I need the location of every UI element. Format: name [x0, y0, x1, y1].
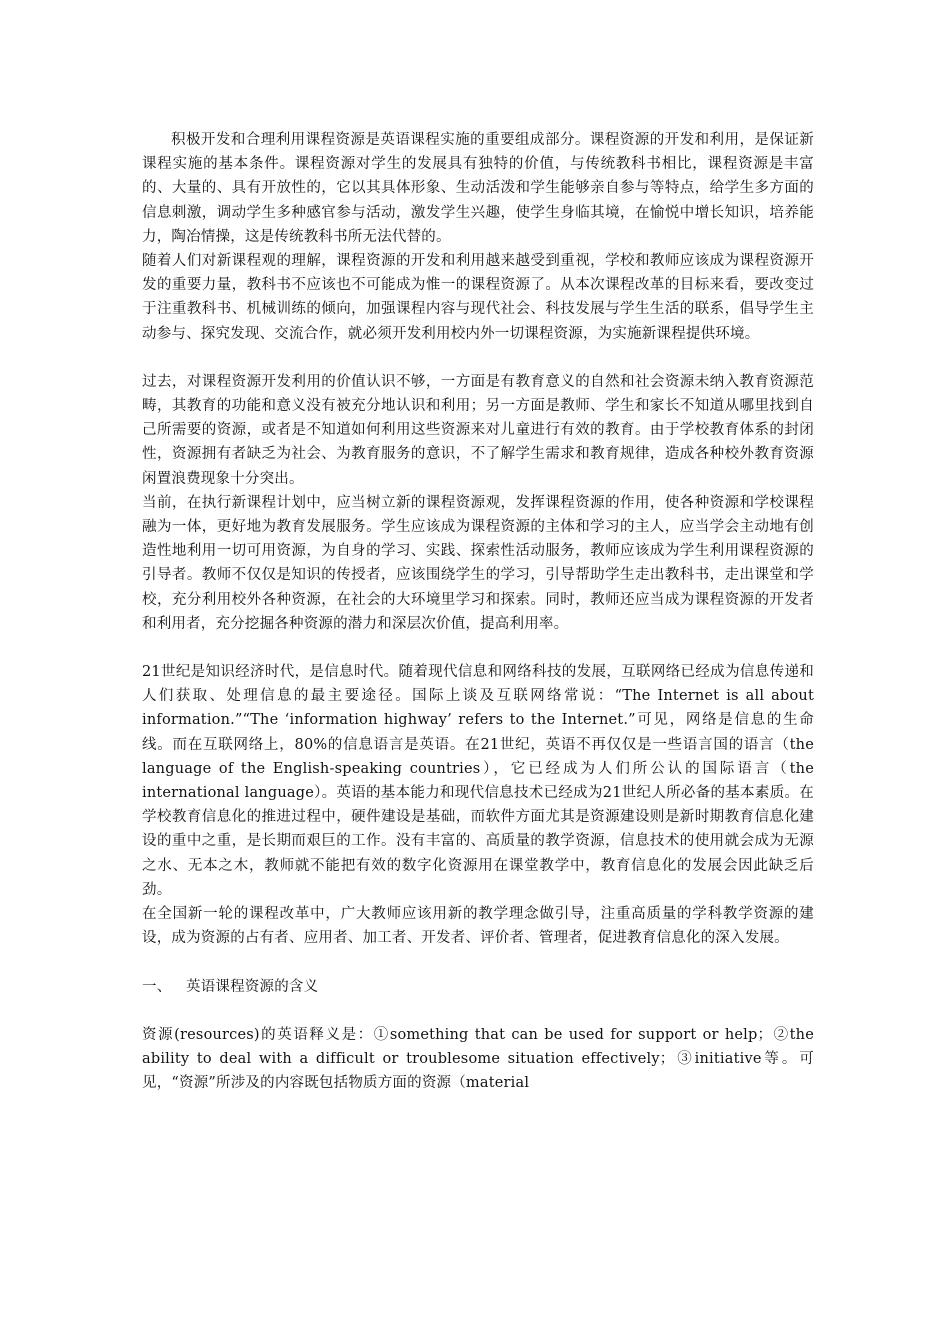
paragraph: 21世纪是知识经济时代，是信息时代。随着现代信息和网络科技的发展，互联网络已经成为信息传递和人们获取、处理信息的最主要途径。国际上谈及互联网络常说：“The Internet is all about information.”“The ‘information highway’ refers to the Internet.”可见，网络是信息的生命线。而在互联网络上，80%的信息语言是英语。在21世纪，英语不再仅仅是一些语言国的语言（the language of the English-speaking countries），它已经成为人们所公认的国际语言（the international language）。英语的基本能力和现代信息技术已经成为21世纪人所必备的基本素质。在学校教育信息化的推进过程中，硬件建设是基础，而软件方面尤其是资源建设则是新时期教育信息化建设的重中之重，是长期而艰巨的工作。没有丰富的、高质量的教学资源，信息技术的使用就会成为无源之水、无本之木，教师就不能把有效的数字化资源用在课堂教学中，教育信息化的发展会因此缺乏后劲。 [142, 664, 814, 898]
section-heading [142, 975, 814, 999]
paragraph: 积极开发和合理利用课程资源是英语课程实施的重要组成部分。课程资源的开发和利用，是保证新课程实施的基本条件。课程资源对学生的发展具有独特的价值，与传统教科书相比，课程资源是丰富的、大量的、具有开放性的，它以其具体形象、生动活泼和学生能够亲自参与等特点，给学生多方面的信息刺激，调动学生多种感官参与活动，激发学生兴趣，使学生身临其境，在愉悦中增长知识，培养能力，陶冶情操，这是传统教科书所无法代替的。 [142, 132, 814, 245]
paragraph: 过去，对课程资源开发利用的价值认识不够，一方面是有教育意义的自然和社会资源未纳入教育资源范畴，其教育的功能和意义没有被充分地认识和利用；另一方面是教师、学生和家长不知道从哪里找到自己所需要的资源，或者是不知道如何利用这些资源来对儿童进行有效的教育。由于学校教育体系的封闭性，资源拥有者缺乏为社会、为教育服务的意识，不了解学生需求和教育规律，造成各种校外教育资源闲置浪费现象十分突出。 [142, 373, 814, 487]
paragraph-gap [142, 951, 814, 975]
section-number: 一、 [142, 978, 172, 995]
paragraph-gap [142, 346, 814, 370]
paragraph-gap [142, 636, 814, 660]
paragraph: 资源(resources)的英语释义是：①something that can be used for support or help；②the ability to deal with a difficult or troublesome situation effectively；③initiative等。可见，“资源”所涉及的内容既包括物质方面的资源（material [142, 1026, 814, 1092]
paragraph: 当前，在执行新课程计划中，应当树立新的课程资源观，发挥课程资源的作用，使各种资源和学校课程融为一体，更好地为教育发展服务。学生应该成为课程资源的主体和学习的主人，应当学会主动地有创造性地利用一切可用资源，为自身的学习、实践、探索性活动服务，教师应该成为学生利用课程资源的引导者。教师不仅仅是知识的传授者，应该围绕学生的学习，引导帮助学生走出教科书，走出课堂和学校，充分利用校外各种资源，在社会的大环境里学习和探索。同时，教师还应当成为课程资源的开发者和利用者，充分挖掘各种资源的潜力和深层次价值，提高利用率。 [142, 494, 814, 632]
paragraph: 随着人们对新课程观的理解，课程资源的开发和利用越来越受到重视，学校和教师应该成为课程资源开发的重要力量，教科书不应该也不可能成为惟一的课程资源了。从本次课程改革的目标来看，要改变过于注重教科书、机械训练的倾向，加强课程内容与现代社会、科技发展与学生生活的联系，倡导学生主动参与、探究发现、交流合作，就必须开发利用校内外一切课程资源，为实施新课程提供环境。 [142, 253, 814, 342]
document-body [142, 128, 814, 1095]
paragraph: 在全国新一轮的课程改革中，广大教师应该用新的教学理念做引导，注重高质量的学科教学资源的建设，成为资源的占有者、应用者、加工者、开发者、评价者、管理者，促进教育信息化的深入发展。 [142, 906, 814, 947]
section-title: 英语课程资源的含义 [186, 978, 319, 995]
paragraph-gap [142, 999, 814, 1023]
